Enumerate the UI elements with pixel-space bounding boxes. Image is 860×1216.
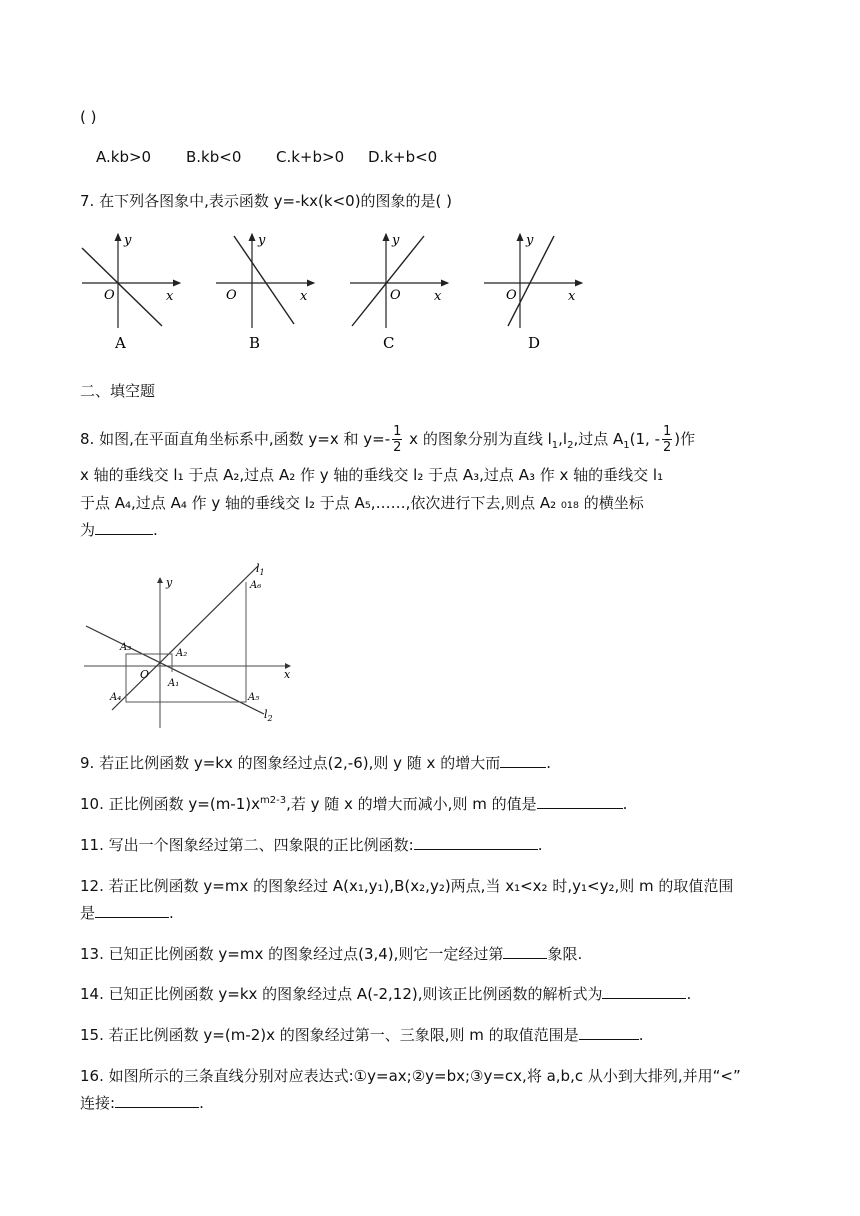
- q12-period: .: [169, 904, 174, 922]
- q13-answer-blank[interactable]: [503, 944, 547, 959]
- q9-period: .: [546, 754, 551, 772]
- q6-option-b: B.kb<0: [186, 148, 242, 166]
- q11-period: .: [537, 836, 543, 854]
- q7-text: 在下列各图象中,表示函数 y=-kx(k<0)的图象的是( ): [99, 192, 453, 210]
- section-fill-in-blank-title: 二、填空题: [80, 382, 156, 400]
- q8-text-f: )作: [674, 430, 696, 448]
- q8-number: 8.: [80, 430, 95, 448]
- q8-sub-b: 2: [567, 440, 574, 451]
- q11-line: [80, 834, 542, 855]
- q10-answer-blank[interactable]: [537, 794, 623, 809]
- q8-period: .: [153, 521, 158, 539]
- graph-c-origin: O: [390, 288, 401, 303]
- graph-d-origin: O: [506, 288, 517, 303]
- q8-text-e: (1, -: [629, 430, 660, 448]
- q8-text-a: 如图,在平面直角坐标系中,函数 y=x 和 y=-: [99, 430, 391, 448]
- q13-text-a: 13. 已知正比例函数 y=mx 的图象经过点(3,4),则它一定经过第: [80, 945, 504, 963]
- fig8-a1: A₁: [168, 678, 180, 689]
- q12-line-2-text: 是: [80, 904, 96, 922]
- q15-line: [80, 1024, 643, 1045]
- q16-line-1: 16. 如图所示的三条直线分别对应表达式:①y=ax;②y=bx;③y=cx,将 a,b,c 从小到大排列,并用“<”: [80, 1067, 741, 1085]
- q12-line-2: [80, 902, 174, 923]
- q6-answer-paren: ( ): [80, 108, 97, 126]
- graph-b-label: B: [249, 334, 261, 352]
- q8-line-1: [80, 424, 695, 455]
- q7-graph-b: [216, 233, 314, 352]
- q8-line-4: [80, 519, 158, 540]
- graph-b-origin: O: [226, 288, 237, 303]
- fig8-a3: A₃: [120, 642, 132, 653]
- q7-graph-c: [350, 233, 448, 352]
- graph-a-x-label: x: [166, 289, 174, 304]
- q8-frac-den-2: 2: [663, 440, 672, 455]
- q10-text-a: 10. 正比例函数 y=(m-1)x: [80, 795, 260, 813]
- fig8-a5: A₅: [248, 692, 260, 703]
- q14-text: 14. 已知正比例函数 y=kx 的图象经过点 A(-2,12),则该正比例函数的解析式为: [80, 985, 603, 1003]
- graph-a-label: A: [115, 334, 126, 352]
- q7-graph-a: [82, 233, 180, 352]
- q7-question: [80, 190, 452, 211]
- q6-option-a: A.kb>0: [96, 148, 152, 166]
- q16-period: .: [199, 1094, 204, 1112]
- q10-text-b: ,若 y 随 x 的增大而减小,则 m 的值是: [286, 795, 537, 813]
- q6-option-c: C.k+b>0: [276, 148, 345, 166]
- graph-c-x-label: x: [434, 289, 442, 304]
- q8-line-3: 于点 A₄,过点 A₄ 作 y 轴的垂线交 l₂ 于点 A₅,……,依次进行下去,则点 A₂ ₀₁₈ 的横坐标: [80, 494, 644, 512]
- graph-b-x-label: x: [300, 289, 308, 304]
- q7-graph-d: [484, 233, 582, 352]
- q8-frac-num: 1: [393, 424, 402, 439]
- q8-figure: [78, 560, 298, 730]
- q8-sub-a: 1: [551, 440, 559, 451]
- q13-line: [80, 943, 582, 964]
- q15-text: 15. 若正比例函数 y=(m-2)x 的图象经过第一、三象限,则 m 的取值范围是: [80, 1026, 579, 1044]
- fig8-origin: O: [140, 668, 150, 681]
- q9-text: 9. 若正比例函数 y=kx 的图象经过点(2,-6),则 y 随 x 的增大而: [80, 754, 501, 772]
- q7-graph-options: [70, 228, 600, 358]
- graph-b-y-label: y: [258, 233, 266, 248]
- q8-text-b: x 的图象分别为直线 l: [404, 430, 552, 448]
- q8-frac-den: 2: [393, 440, 402, 455]
- graph-c-y-label: y: [392, 233, 400, 248]
- q14-line: [80, 983, 691, 1004]
- q13-text-b: 象限.: [547, 945, 583, 963]
- q16-line-2-text: 连接:: [80, 1094, 116, 1112]
- q15-answer-blank[interactable]: [579, 1025, 639, 1040]
- q7-number: 7.: [80, 192, 95, 210]
- q16-answer-blank[interactable]: [115, 1093, 199, 1108]
- q8-fraction-half-2: [662, 424, 672, 455]
- q11-answer-blank[interactable]: [414, 835, 538, 850]
- q8-sub-c: 1: [623, 440, 630, 451]
- fig8-l1-label: $l_1$: [256, 562, 265, 577]
- fig8-a4: A₄: [110, 692, 122, 703]
- q8-fraction-half: [392, 424, 402, 455]
- q16-line-2: [80, 1092, 204, 1113]
- graph-d-label: D: [528, 334, 541, 352]
- fig8-l2-label: $l_2$: [264, 708, 273, 723]
- graph-d-y-label: y: [526, 233, 534, 248]
- q8-answer-blank[interactable]: [95, 520, 153, 535]
- q14-answer-blank[interactable]: [602, 984, 686, 999]
- fig8-y-label: y: [166, 576, 173, 589]
- graph-c-label: C: [383, 334, 395, 352]
- q8-line-2: x 轴的垂线交 l₁ 于点 A₂,过点 A₂ 作 y 轴的垂线交 l₂ 于点 A₃,过点 A₃ 作 x 轴的垂线交 l₁: [80, 466, 664, 484]
- fig8-a2: A₂: [176, 648, 188, 659]
- fig8-x-label: x: [284, 668, 291, 681]
- q10-period: .: [622, 795, 628, 813]
- q14-period: .: [686, 985, 692, 1003]
- graph-d-x-label: x: [568, 289, 576, 304]
- q12-line-1: 12. 若正比例函数 y=mx 的图象经过 A(x₁,y₁),B(x₂,y₂)两点,当 x₁<x₂ 时,y₁<y₂,则 m 的取值范围: [80, 877, 734, 895]
- q8-line-4-text: 为: [80, 521, 96, 539]
- q10-line: [80, 793, 627, 814]
- fig8-a6: A₆: [250, 580, 262, 591]
- q8-text-c: ,l: [558, 430, 568, 448]
- graph-a-y-label: y: [124, 233, 132, 248]
- q15-period: .: [638, 1026, 644, 1044]
- q9-line: [80, 752, 551, 773]
- graph-a-origin: O: [104, 288, 115, 303]
- q10-exponent: m2-3: [260, 795, 287, 806]
- q8-text-d: ,过点 A: [573, 430, 624, 448]
- q8-frac-num-2: 1: [663, 424, 672, 439]
- q12-answer-blank[interactable]: [95, 903, 169, 918]
- q6-option-d: D.k+b<0: [368, 148, 438, 166]
- q11-text: 11. 写出一个图象经过第二、四象限的正比例函数:: [80, 836, 414, 854]
- q9-answer-blank[interactable]: [500, 753, 546, 768]
